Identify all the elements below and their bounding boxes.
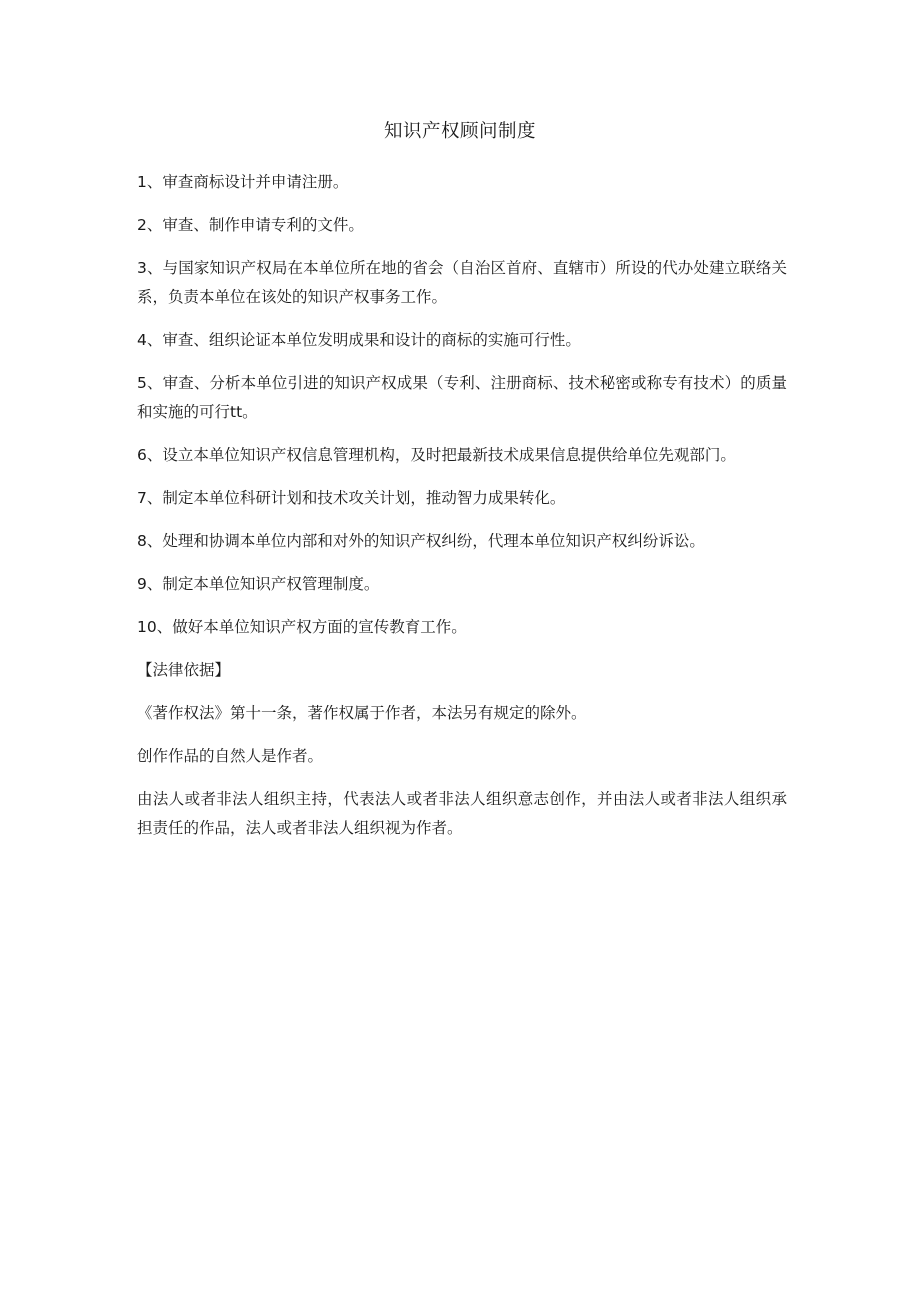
legal-paragraph: 创作作品的自然人是作者。 — [137, 747, 324, 765]
list-item: 4、审查、组织论证本单位发明成果和设计的商标的实施可行性。 — [137, 331, 581, 349]
document-title: 知识产权顾问制度 — [383, 121, 536, 142]
list-item: 5、审查、分析本单位引进的知识产权成果（专利、注册商标、技术秘密或称专有技术）的质量和实施的可行tt。 — [137, 374, 787, 421]
list-item: 8、处理和协调本单位内部和对外的知识产权纠纷，代理本单位知识产权纠纷诉讼。 — [137, 532, 705, 550]
list-item: 9、制定本单位知识产权管理制度。 — [137, 575, 380, 593]
list-item: 7、制定本单位科研计划和技术攻关计划，推动智力成果转化。 — [137, 489, 566, 507]
legal-heading: 【法律依据】 — [137, 661, 231, 679]
list-item: 3、与国家知识产权局在本单位所在地的省会（自治区首府、直辖市）所设的代办处建立联络关系，负责本单位在该处的知识产权事务工作。 — [137, 259, 787, 306]
document-body — [137, 168, 787, 857]
list-item: 1、审查商标设计并申请注册。 — [137, 173, 349, 191]
legal-paragraph: 由法人或者非法人组织主持，代表法人或者非法人组织意志创作，并由法人或者非法人组织承担责任的作品，法人或者非法人组织视为作者。 — [137, 790, 787, 837]
list-item: 10、做好本单位知识产权方面的宣传教育工作。 — [137, 618, 467, 636]
legal-paragraph: 《著作权法》第十一条，著作权属于作者，本法另有规定的除外。 — [137, 704, 587, 722]
list-item: 6、设立本单位知识产权信息管理机构，及时把最新技术成果信息提供给单位先观部门。 — [137, 446, 736, 464]
list-item: 2、审查、制作申请专利的文件。 — [137, 216, 364, 234]
